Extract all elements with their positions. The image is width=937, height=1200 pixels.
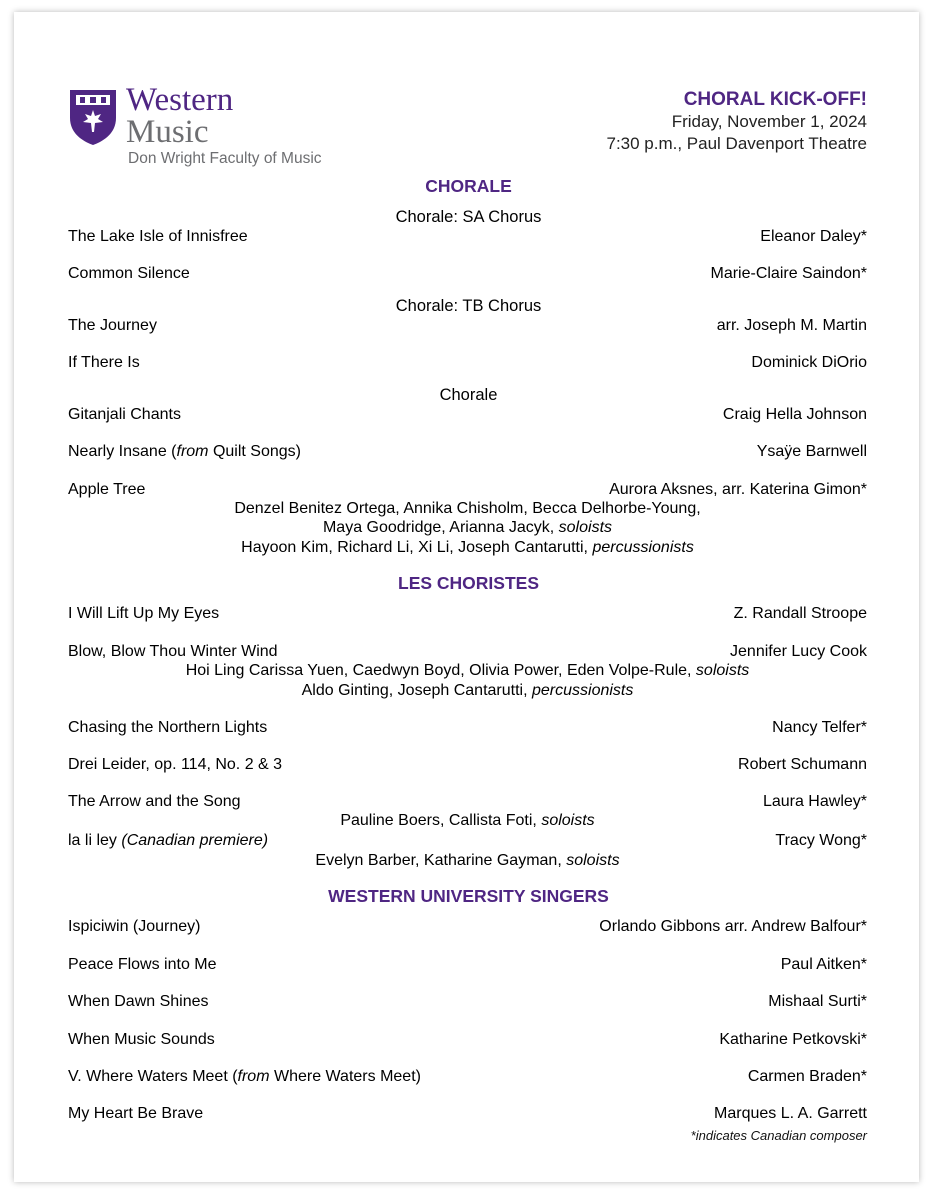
soloists-line: Denzel Benitez Ortega, Annika Chisholm, Becca Delhorbe-Young,: [234, 500, 701, 517]
piece-composer: Nancy Telfer*: [772, 719, 867, 736]
subheading-tb-chorus: Chorale: TB Chorus: [395, 297, 542, 315]
piece-title: la li ley (Canadian premiere): [68, 832, 269, 849]
piece-composer: arr. Joseph M. Martin: [716, 317, 867, 334]
piece-composer: Laura Hawley*: [762, 793, 867, 810]
piece-title: Nearly Insane (from Quilt Songs): [68, 443, 301, 460]
piece-title: Blow, Blow Thou Winter Wind: [68, 643, 278, 660]
piece-composer: Ysaÿe Barnwell: [756, 443, 867, 460]
piece-composer: Robert Schumann: [738, 756, 867, 773]
piece-title: Drei Leider, op. 114, No. 2 & 3: [68, 756, 283, 773]
piece-composer: Carmen Braden*: [747, 1068, 867, 1085]
subheading-chorale: Chorale: [439, 386, 498, 404]
soloists-line: Evelyn Barber, Katharine Gayman, soloists: [315, 852, 620, 869]
soloists-line: Hoi Ling Carissa Yuen, Caedwyn Boyd, Olivia Power, Eden Volpe-Rule, soloists: [185, 662, 750, 679]
piece-title: I Will Lift Up My Eyes: [68, 605, 220, 622]
piece-composer: Orlando Gibbons arr. Andrew Balfour*: [599, 918, 867, 935]
piece-title: The Arrow and the Song: [68, 793, 241, 810]
piece-title: Common Silence: [68, 265, 190, 282]
section-heading-les-choristes: LES CHORISTES: [398, 573, 539, 593]
piece-title: Peace Flows into Me: [68, 956, 217, 973]
soloists-line: Pauline Boers, Callista Foti, soloists: [340, 812, 595, 829]
piece-composer: Aurora Aksnes, arr. Katerina Gimon*: [609, 481, 867, 498]
soloists-line: Maya Goodridge, Arianna Jacyk, soloists: [322, 519, 613, 536]
piece-composer: Mishaal Surti*: [768, 993, 867, 1010]
piece-composer: Tracy Wong*: [775, 832, 867, 849]
percussionists-line: Hayoon Kim, Richard Li, Xi Li, Joseph Cantarutti, percussionists: [241, 539, 694, 556]
piece-title: Apple Tree: [68, 481, 146, 498]
piece-composer: Craig Hella Johnson: [722, 406, 867, 423]
logo-western: Western: [126, 82, 234, 118]
piece-composer: Jennifer Lucy Cook: [730, 643, 867, 660]
section-heading-university-singers: WESTERN UNIVERSITY SINGERS: [328, 886, 609, 906]
concert-time-place: 7:30 p.m., Paul Davenport Theatre: [606, 134, 867, 153]
piece-title: V. Where Waters Meet (from Where Waters Meet): [68, 1068, 421, 1085]
concert-date: Friday, November 1, 2024: [671, 112, 867, 131]
piece-title: When Dawn Shines: [68, 993, 209, 1010]
piece-composer: Eleanor Daley*: [760, 228, 867, 245]
piece-composer: Marie-Claire Saindon*: [710, 265, 867, 282]
piece-title: Ispiciwin (Journey): [68, 918, 201, 935]
piece-composer: Paul Aitken*: [780, 956, 867, 973]
piece-title: The Journey: [68, 317, 157, 334]
canadian-composer-footnote: *indicates Canadian composer: [690, 1128, 867, 1143]
percussionists-line: Aldo Ginting, Joseph Cantarutti, percussionists: [301, 682, 634, 699]
subheading-sa-chorus: Chorale: SA Chorus: [395, 208, 542, 226]
piece-title: Gitanjali Chants: [68, 406, 181, 423]
piece-title: If There Is: [68, 354, 140, 371]
piece-title: The Lake Isle of Innisfree: [68, 228, 248, 245]
piece-title: My Heart Be Brave: [68, 1105, 204, 1122]
piece-composer: Katharine Petkovski*: [719, 1031, 867, 1048]
western-shield-logo: [68, 88, 118, 146]
piece-composer: Z. Randall Stroope: [733, 605, 867, 622]
piece-title: When Music Sounds: [68, 1031, 215, 1048]
concert-title: CHORAL KICK-OFF!: [683, 89, 867, 110]
logo-faculty: Don Wright Faculty of Music: [128, 150, 322, 167]
piece-composer: Dominick DiOrio: [751, 354, 867, 371]
section-heading-chorale: CHORALE: [425, 176, 512, 196]
logo-music: Music: [126, 114, 209, 150]
piece-composer: Marques L. A. Garrett: [714, 1105, 867, 1122]
piece-title: Chasing the Northern Lights: [68, 719, 268, 736]
